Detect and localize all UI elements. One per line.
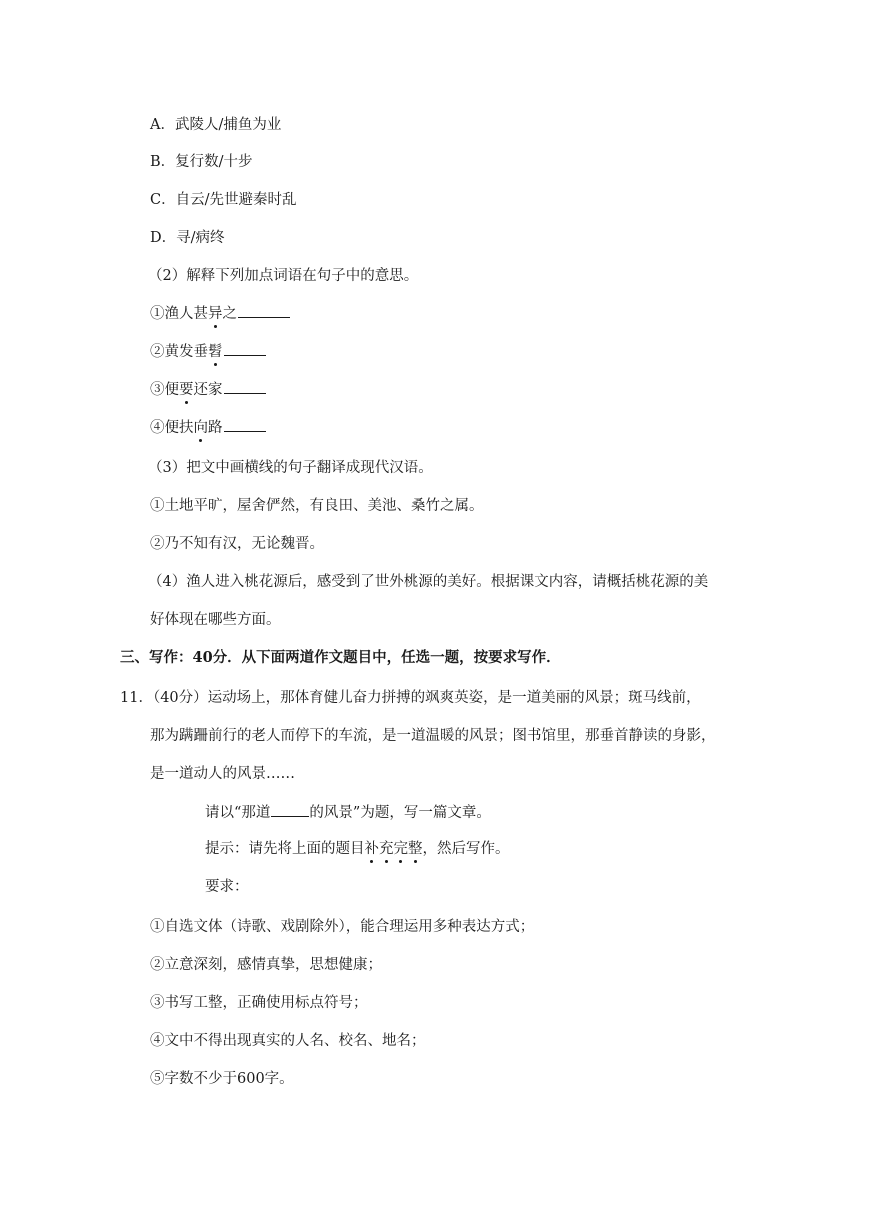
essay-title — [205, 802, 491, 823]
part3-prompt: （3）把文中画横线的句子翻译成现代汉语。 — [148, 460, 433, 476]
answer-blank[interactable] — [224, 417, 266, 432]
essay-tip — [205, 839, 510, 859]
part4-line-1: （4）渔人进入桃花源后，感受到了世外桃源的美好。根据课文内容，请概括桃花源的美 — [148, 574, 709, 590]
item-prefix: ④便扶 — [150, 420, 194, 436]
dotted-char: 充 — [379, 841, 394, 857]
item-prefix: ①渔人甚 — [150, 306, 208, 322]
part2-item-2 — [150, 341, 266, 362]
title-suffix: 的风景”为题，写一篇文章。 — [309, 805, 491, 821]
section-heading: 三、写作：40分．从下面两道作文题目中，任选一题，按要求写作． — [120, 649, 561, 666]
item-suffix: 还家 — [193, 382, 223, 398]
requirement-1: ①自选文体（诗歌、戏剧除外），能合理运用多种表达方式； — [150, 919, 535, 935]
requirements-label: 要求： — [205, 879, 249, 895]
answer-blank[interactable] — [238, 303, 290, 318]
dotted-char: 向 — [193, 420, 208, 436]
dotted-char: 要 — [179, 382, 194, 398]
item-suffix: 路 — [208, 420, 223, 436]
part2-item-3 — [150, 379, 266, 400]
q11-line-2: 那为蹒跚前行的老人而停下的车流，是一道温暖的风景；图书馆里，那垂首静读的身影， — [150, 728, 716, 744]
option-b: B．复行数/十步 — [150, 154, 253, 170]
part3-item-2: ②乃不知有汉，无论魏晋。 — [150, 536, 324, 552]
q11-line-3: 是一道动人的风景…… — [150, 766, 295, 782]
dotted-char: 完 — [393, 841, 408, 857]
q11-line-1: 11．（40分）运动场上，那体育健儿奋力拼搏的飒爽英姿，是一道美丽的风景；斑马线前， — [120, 690, 701, 706]
answer-blank[interactable] — [224, 341, 266, 356]
dotted-char: 整 — [408, 841, 423, 857]
tip-suffix: ，然后写作。 — [422, 841, 510, 857]
item-prefix: ②黄发垂 — [150, 344, 208, 360]
dotted-char: 补 — [364, 841, 379, 857]
option-c: C．自云/先世避秦时乱 — [150, 192, 297, 208]
item-prefix: ③便 — [150, 382, 179, 398]
requirement-3: ③书写工整，正确使用标点符号； — [150, 995, 368, 1011]
dotted-char: 异 — [208, 306, 223, 322]
requirement-5: ⑤字数不少于600字。 — [150, 1071, 294, 1087]
option-d: D．寻/病终 — [150, 230, 225, 246]
part4-line-2: 好体现在哪些方面。 — [150, 612, 281, 628]
tip-prefix: 提示：请先将上面的题目 — [205, 841, 365, 857]
dotted-char: 髫 — [208, 344, 223, 360]
part2-item-4 — [150, 417, 266, 438]
part3-item-1: ①土地平旷，屋舍俨然，有良田、美池、桑竹之属。 — [150, 498, 484, 514]
title-prefix: 请以“那道 — [205, 805, 271, 821]
option-a: A．武陵人/捕鱼为业 — [150, 117, 282, 133]
part2-prompt: （2）解释下列加点词语在句子中的意思。 — [148, 268, 419, 284]
requirement-4: ④文中不得出现真实的人名、校名、地名； — [150, 1033, 426, 1049]
title-blank[interactable] — [271, 802, 309, 817]
item-suffix: 之 — [222, 306, 237, 322]
requirement-2: ②立意深刻，感情真挚，思想健康； — [150, 957, 382, 973]
answer-blank[interactable] — [224, 379, 266, 394]
part2-item-1 — [150, 303, 290, 324]
